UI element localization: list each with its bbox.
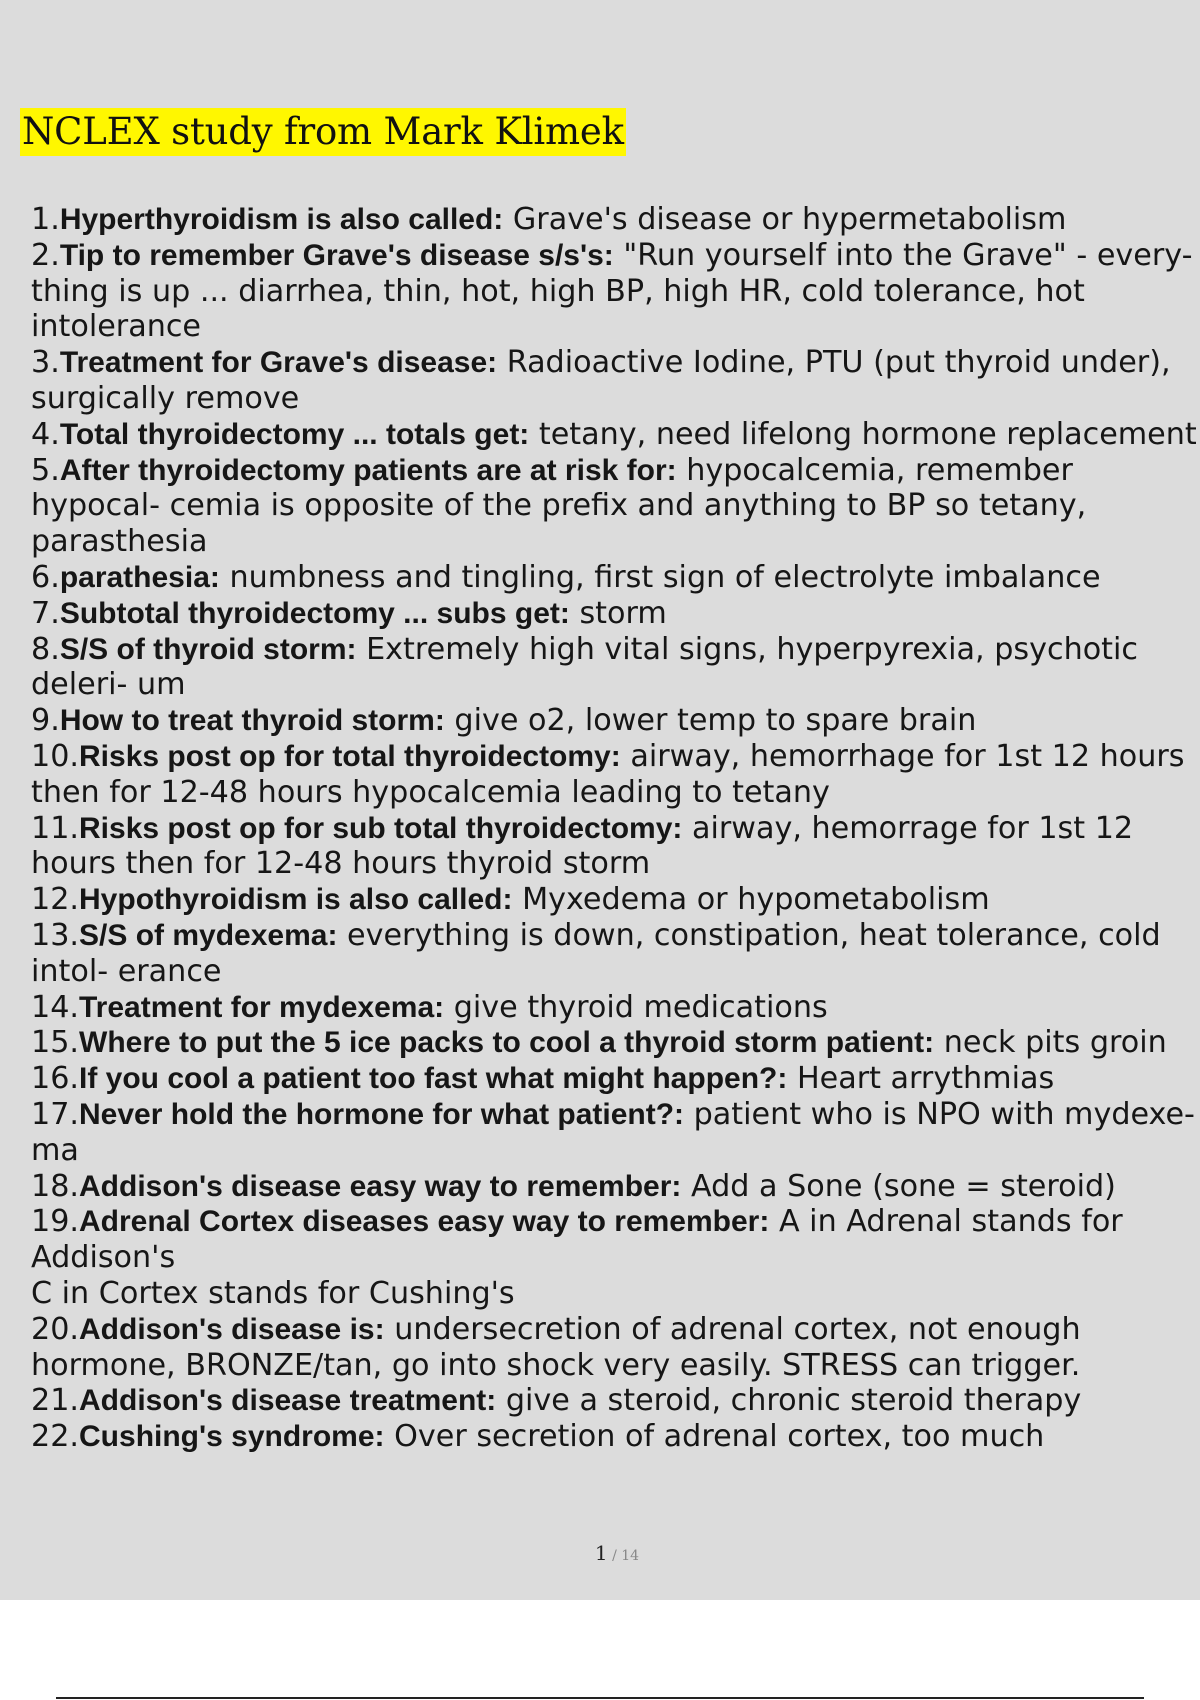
list-item: [31, 202, 1200, 238]
item-answer: "Run yourself into the Grave" - every- thing is up ... diarrhea, thin, hot, high BP, high HR, cold tolerance, hot intolerance: [31, 237, 1193, 345]
item-answer: Heart arrythmias: [787, 1061, 1055, 1097]
item-number: 10.: [31, 738, 80, 774]
item-question: Addison's disease is:: [79, 1312, 385, 1346]
list-item: [31, 990, 1200, 1026]
item-number: 1.: [31, 202, 60, 237]
item-number: 20.: [31, 1311, 80, 1347]
item-number: 13.: [31, 917, 80, 953]
list-item: [31, 453, 1200, 560]
item-answer: give o2, lower temp to spare brain: [444, 703, 977, 739]
item-answer: Extremely high vital signs, hyperpyrexia, psychotic deleri- um: [31, 631, 1138, 703]
item-number: 16.: [31, 1061, 80, 1097]
item-answer: airway, hemorrage for 1st 12 hours then for 12-48 hours thyroid storm: [31, 810, 1134, 882]
item-answer: Grave's disease or hypermetabolism: [503, 202, 1067, 237]
item-answer: give thyroid medications: [444, 989, 828, 1025]
item-number: 19.: [31, 1204, 80, 1240]
item-number: 5.: [31, 452, 60, 488]
item-number: 4.: [31, 416, 60, 452]
item-answer: hypocalcemia, remember hypocal- cemia is opposite of the prefix and anything to BP so tetany, parasthesia: [31, 452, 1087, 560]
list-item: [31, 632, 1200, 704]
item-question: If you cool a patient too fast what might happen?:: [79, 1062, 788, 1096]
item-number: 15.: [31, 1025, 80, 1061]
item-number: 12.: [31, 882, 80, 918]
page-current: 1: [594, 1541, 608, 1565]
list-item: [31, 811, 1200, 883]
item-number: 2.: [31, 237, 60, 273]
item-question: Treatment for Grave's disease:: [59, 346, 498, 380]
item-answer-continued: C in Cortex stands for Cushing's: [31, 1275, 515, 1311]
item-question: How to treat thyroid storm:: [59, 704, 445, 738]
item-answer: numbness and tingling, first sign of electrolyte imbalance: [219, 559, 1101, 595]
list-item: [31, 882, 1200, 918]
item-number: 3.: [31, 345, 60, 381]
list-item: [31, 1383, 1200, 1419]
item-question: S/S of mydexema:: [79, 918, 338, 952]
item-answer: patient who is NPO with mydexe- ma: [31, 1096, 1195, 1168]
item-question: Addison's disease treatment:: [79, 1384, 497, 1418]
study-list: [31, 202, 1200, 1455]
list-item: [31, 596, 1200, 632]
item-answer: A in Adrenal stands for Addison's: [31, 1204, 1123, 1276]
item-answer: neck pits groin: [934, 1025, 1167, 1061]
item-answer: airway, hemorrhage for 1st 12 hours then for 12-48 hours hypocalcemia leading to tetany: [31, 738, 1185, 810]
item-answer: Add a Sone (sone = steroid): [681, 1168, 1116, 1204]
page-indicator: [0, 1541, 1200, 1565]
divider-line: [56, 1697, 1144, 1699]
item-number: 22.: [31, 1419, 80, 1455]
item-question: Tip to remember Grave's disease s/s's:: [59, 238, 614, 272]
item-question: Hypothyroidism is also called:: [79, 883, 513, 917]
list-item: [31, 1061, 1200, 1097]
item-answer: Myxedema or hypometabolism: [512, 882, 990, 918]
item-answer: Radioactive Iodine, PTU (put thyroid under), surgically remove: [31, 345, 1171, 416]
list-item: [31, 918, 1200, 990]
item-question: Subtotal thyroidectomy ... subs get:: [59, 596, 570, 630]
item-number: 14.: [31, 989, 80, 1025]
item-number: 18.: [31, 1168, 80, 1204]
list-item: [31, 560, 1200, 596]
item-question: Never hold the hormone for what patient?:: [79, 1097, 685, 1131]
list-item: [31, 739, 1200, 811]
list-item: [31, 1025, 1200, 1061]
item-question: Addison's disease easy way to remember:: [79, 1169, 682, 1203]
item-question: S/S of thyroid storm:: [59, 632, 357, 666]
item-question: Cushing's syndrome:: [79, 1420, 385, 1454]
item-answer: tetany, need lifelong hormone replacement: [529, 416, 1197, 452]
item-question: Hyperthyroidism is also called:: [59, 203, 504, 236]
item-question: After thyroidectomy patients are at risk for:: [59, 453, 677, 487]
item-question: parathesia:: [59, 560, 220, 594]
item-number: 11.: [31, 810, 80, 846]
item-answer: everything is down, constipation, heat tolerance, cold intol- erance: [31, 917, 1161, 989]
item-question: Risks post op for sub total thyroidectomy:: [79, 811, 683, 845]
item-question: Treatment for mydexema:: [79, 990, 445, 1024]
item-number: 21.: [31, 1383, 80, 1419]
document-title: NCLEX study from Mark Klimek: [20, 108, 626, 156]
list-item: [31, 703, 1200, 739]
item-answer: storm: [569, 595, 667, 631]
list-item: [31, 1312, 1200, 1384]
list-item: [31, 1097, 1200, 1169]
list-item: [31, 1204, 1200, 1311]
item-answer: Over secretion of adrenal cortex, too much: [384, 1419, 1045, 1455]
item-number: 17.: [31, 1096, 80, 1132]
item-answer: undersecretion of adrenal cortex, not enough hormone, BRONZE/tan, go into shock very easily. STRESS can trigger.: [31, 1311, 1081, 1383]
item-number: 6.: [31, 559, 60, 595]
item-question: Total thyroidectomy ... totals get:: [59, 417, 530, 451]
item-question: Risks post op for total thyroidectomy:: [79, 739, 621, 773]
list-item: [31, 345, 1200, 417]
page-total: / 14: [607, 1548, 640, 1564]
item-question: Where to put the 5 ice packs to cool a thyroid storm patient:: [79, 1026, 935, 1060]
item-answer: give a steroid, chronic steroid therapy: [496, 1383, 1082, 1419]
list-item: [31, 1419, 1200, 1455]
list-item: [31, 417, 1200, 453]
list-item: [31, 238, 1200, 345]
item-number: 8.: [31, 631, 60, 667]
item-number: 7.: [31, 595, 60, 631]
list-item: [31, 1169, 1200, 1205]
item-question: Adrenal Cortex diseases easy way to remember:: [79, 1205, 770, 1239]
item-number: 9.: [31, 703, 60, 739]
